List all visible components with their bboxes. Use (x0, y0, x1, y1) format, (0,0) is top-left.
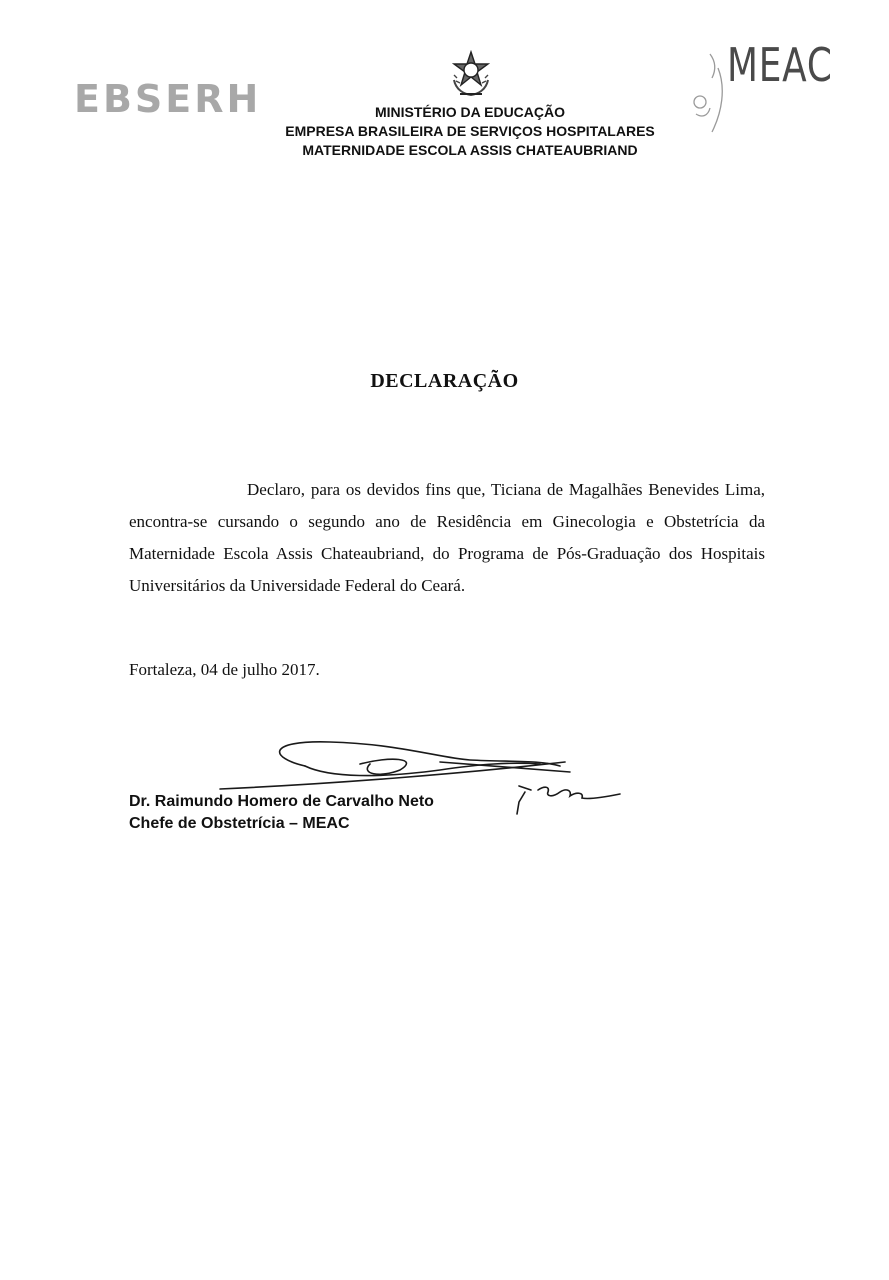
signatory-name: Dr. Raimundo Homero de Carvalho Neto (129, 793, 434, 810)
document-title: DECLARAÇÃO (370, 370, 519, 392)
header-line-company: EMPRESA BRASILEIRA DE SERVIÇOS HOSPITALARES (285, 123, 655, 139)
header-line-maternity: MATERNIDADE ESCOLA ASSIS CHATEAUBRIAND (302, 142, 638, 158)
institution-header (240, 103, 700, 160)
signatory-role: Chefe de Obstetrícia – MEAC (129, 815, 350, 832)
meac-logo: MEAC (727, 38, 833, 92)
place-and-date: Fortaleza, 04 de julho 2017. (129, 660, 320, 679)
brazil-coat-of-arms-icon (448, 50, 494, 98)
declaration-body: Declaro, para os devidos fins que, Ticiana de Magalhães Benevides Lima, encontra-se cursando o segundo ano de Residência em Ginecologia e Obstetrícia da Maternidade Escola Assis Chateaubriand, do Programa de Pós-Graduação dos Hospitais Universitários da Universidade Federal do Ceará. (129, 480, 765, 595)
ebserh-logo: EBSERH (74, 77, 262, 121)
header-line-ministry: MINISTÉRIO DA EDUCAÇÃO (374, 104, 566, 120)
